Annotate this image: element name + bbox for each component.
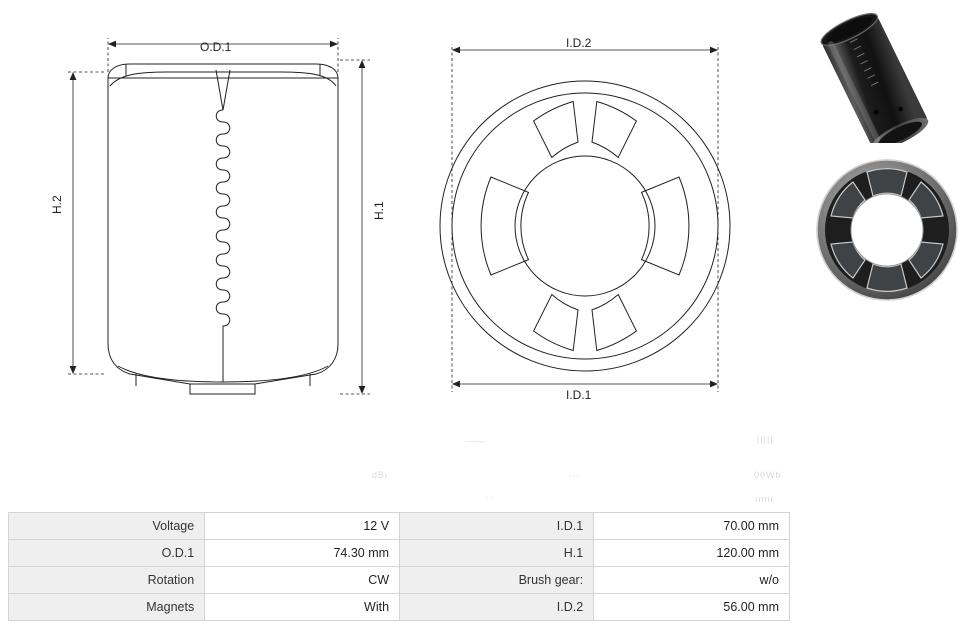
faint-mark: 00Wb [754,470,782,480]
stator-housing-side-view [40,14,386,414]
spec-value-h1: 120.00 mm [594,540,790,567]
starter-motor-housing-photo [806,8,966,143]
table-row [9,567,790,594]
spec-value-voltage: 12 V [205,513,400,540]
dimension-label-od1: O.D.1 [200,40,232,54]
faint-mark: dBi [372,470,389,480]
specifications-table [8,512,790,621]
spec-key-od1: O.D.1 [9,540,205,567]
spec-key-h1: H.1 [400,540,594,567]
spec-value-id2: 56.00 mm [594,594,790,621]
stator-housing-front-view [400,14,760,414]
table-row [9,594,790,621]
spec-value-od1: 74.30 mm [205,540,400,567]
spec-value-id1: 70.00 mm [594,513,790,540]
faint-mark: ınnr [755,494,775,504]
spec-key-id1: I.D.1 [400,513,594,540]
spec-key-id2: I.D.2 [400,594,594,621]
faint-mark: ·· [486,492,494,502]
dimension-label-h2: H.2 [50,195,64,214]
spec-key-voltage: Voltage [9,513,205,540]
stator-magnets-ring-photo [812,140,962,320]
dimension-label-id2: I.D.2 [566,36,592,50]
spec-value-magnets: With [205,594,400,621]
spec-key-brush-gear: Brush gear: [400,567,594,594]
faint-mark: —— [466,436,486,446]
table-row [9,540,790,567]
spec-key-rotation: Rotation [9,567,205,594]
spec-key-magnets: Magnets [9,594,205,621]
spec-value-brush-gear: w/o [594,567,790,594]
table-row [9,513,790,540]
dimension-label-h1: H.1 [372,201,386,220]
dimension-label-id1: I.D.1 [566,388,592,402]
spec-value-rotation: CW [205,567,400,594]
faint-mark: ||||| [757,434,774,444]
faint-mark: ··· [568,470,580,480]
